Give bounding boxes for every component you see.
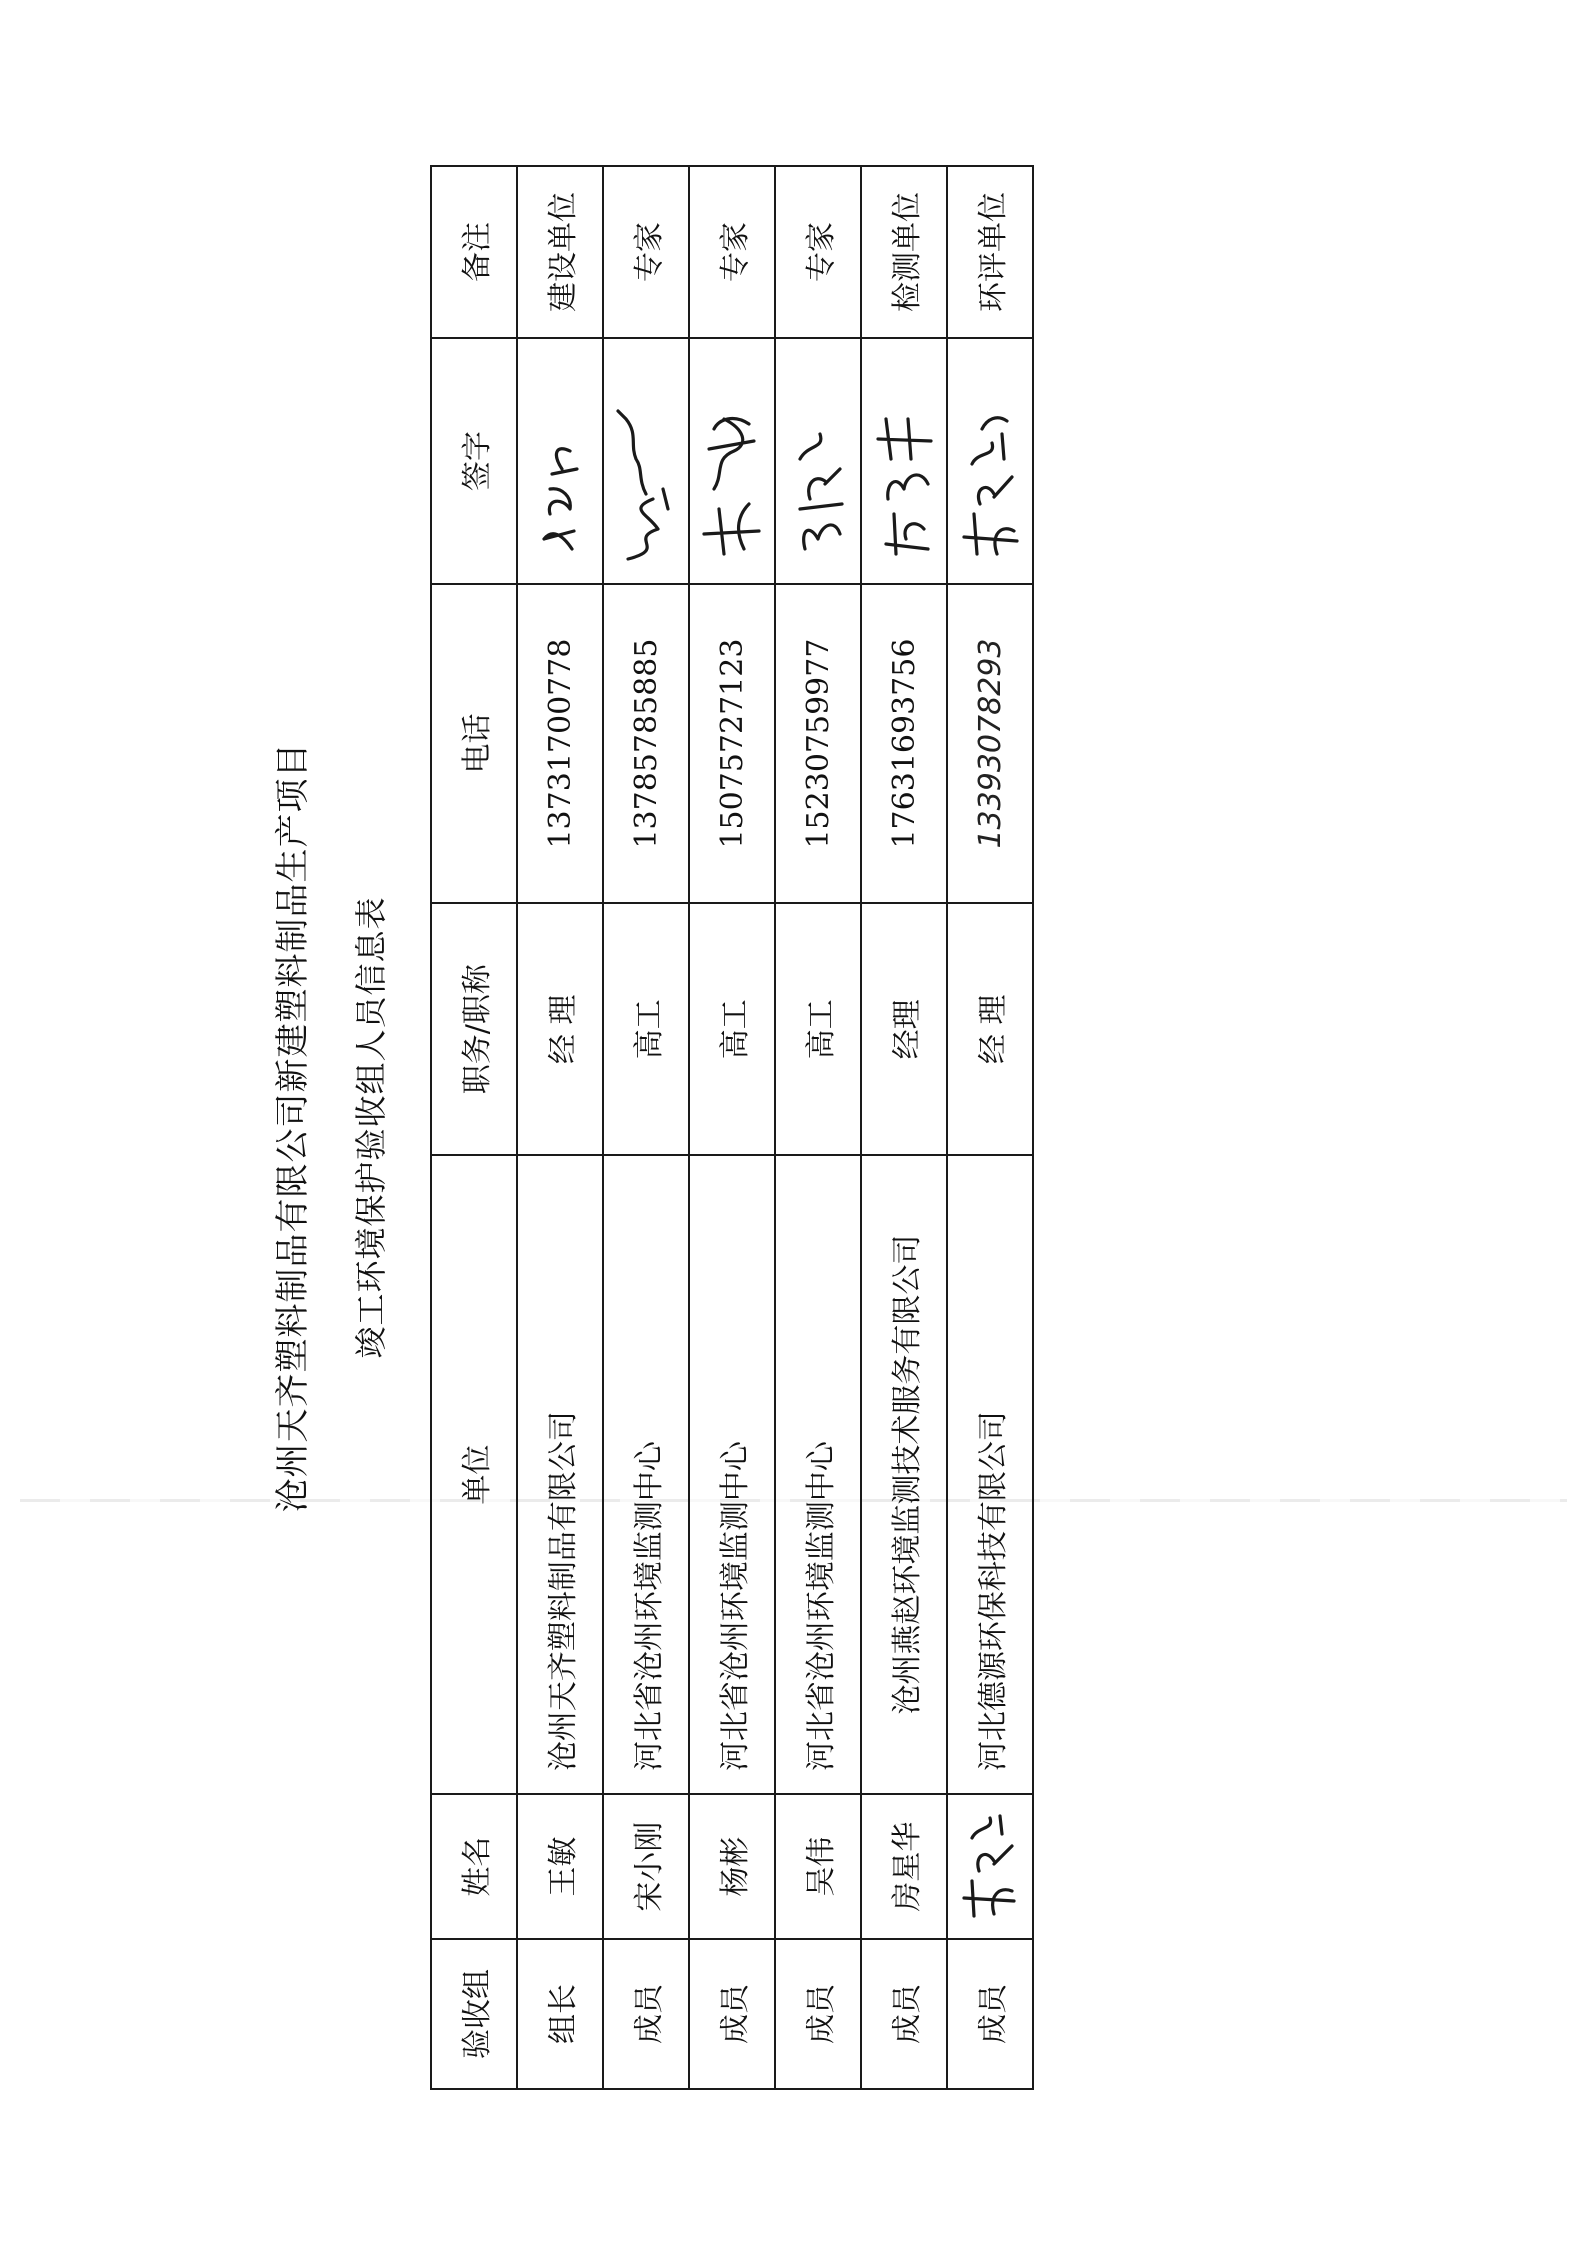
table-row: [603, 166, 689, 2089]
header-signature: 签字: [431, 338, 517, 584]
handwritten-signature: [604, 345, 688, 577]
cell-title: 经理: [861, 903, 947, 1155]
handwritten-name: [948, 1801, 1032, 1932]
cell-phone: 13785785885: [603, 584, 689, 903]
cell-title: 高工: [775, 903, 861, 1155]
cell-name: [947, 1794, 1033, 1939]
cell-role: 成员: [689, 1939, 775, 2089]
acceptance-team-table: [430, 165, 1034, 2090]
cell-role: 成员: [861, 1939, 947, 2089]
cell-name: 杨彬: [689, 1794, 775, 1939]
cell-signature: [689, 338, 775, 584]
cell-signature: [861, 338, 947, 584]
handwritten-signature: [518, 345, 602, 577]
cell-signature: [603, 338, 689, 584]
table-row: [861, 166, 947, 2089]
cell-phone: 17631693756: [861, 584, 947, 903]
cell-title: 高工: [689, 903, 775, 1155]
cell-remark: 专家: [689, 166, 775, 338]
cell-unit: 沧州天齐塑料制品有限公司: [517, 1155, 603, 1794]
document-subtitle: 竣工环境保护验收组人员信息表: [352, 896, 390, 1359]
document-sheet: [265, 165, 1011, 2090]
cell-remark: 专家: [775, 166, 861, 338]
cell-unit: 河北德源环保科技有限公司: [947, 1155, 1033, 1794]
cell-signature: [775, 338, 861, 584]
cell-phone: 15075727123: [689, 584, 775, 903]
cell-role: 组长: [517, 1939, 603, 2089]
table-row: [517, 166, 603, 2089]
cell-unit: 河北省沧州环境监测中心: [689, 1155, 775, 1794]
header-title: 职务/职称: [431, 903, 517, 1155]
cell-remark: 专家: [603, 166, 689, 338]
header-phone: 电话: [431, 584, 517, 903]
handwritten-signature: [948, 345, 1032, 577]
handwritten-signature: [862, 345, 946, 577]
document-title: 沧州天齐塑料制品有限公司新建塑料制品生产项目: [273, 742, 313, 1513]
cell-name: 王敏: [517, 1794, 603, 1939]
header-name: 姓名: [431, 1794, 517, 1939]
cell-role: 成员: [947, 1939, 1033, 2089]
cell-title: 高工: [603, 903, 689, 1155]
cell-name: 吴伟: [775, 1794, 861, 1939]
header-remark: 备注: [431, 166, 517, 338]
table-row: [947, 166, 1033, 2089]
cell-phone: 15230759977: [775, 584, 861, 903]
cell-remark: 环评单位: [947, 166, 1033, 338]
cell-phone: 13731700778: [517, 584, 603, 903]
cell-name: 宋小刚: [603, 1794, 689, 1939]
cell-title: 经 理: [517, 903, 603, 1155]
cell-signature: [947, 338, 1033, 584]
header-unit: 单位: [431, 1155, 517, 1794]
handwritten-signature: [776, 345, 860, 577]
table-row: [775, 166, 861, 2089]
cell-title: 经 理: [947, 903, 1033, 1155]
header-group: 验收组: [431, 1939, 517, 2089]
cell-unit: 河北省沧州环境监测中心: [775, 1155, 861, 1794]
cell-phone: 13393078293: [947, 584, 1033, 903]
cell-signature: [517, 338, 603, 584]
cell-unit: 沧州燕赵环境监测技术服务有限公司: [861, 1155, 947, 1794]
cell-remark: 建设单位: [517, 166, 603, 338]
cell-name: 房星华: [861, 1794, 947, 1939]
cell-remark: 检测单位: [861, 166, 947, 338]
table-header-row: [431, 166, 517, 2089]
handwritten-signature: [690, 345, 774, 577]
cell-role: 成员: [775, 1939, 861, 2089]
cell-role: 成员: [603, 1939, 689, 2089]
table-row: [689, 166, 775, 2089]
cell-unit: 河北省沧州环境监测中心: [603, 1155, 689, 1794]
